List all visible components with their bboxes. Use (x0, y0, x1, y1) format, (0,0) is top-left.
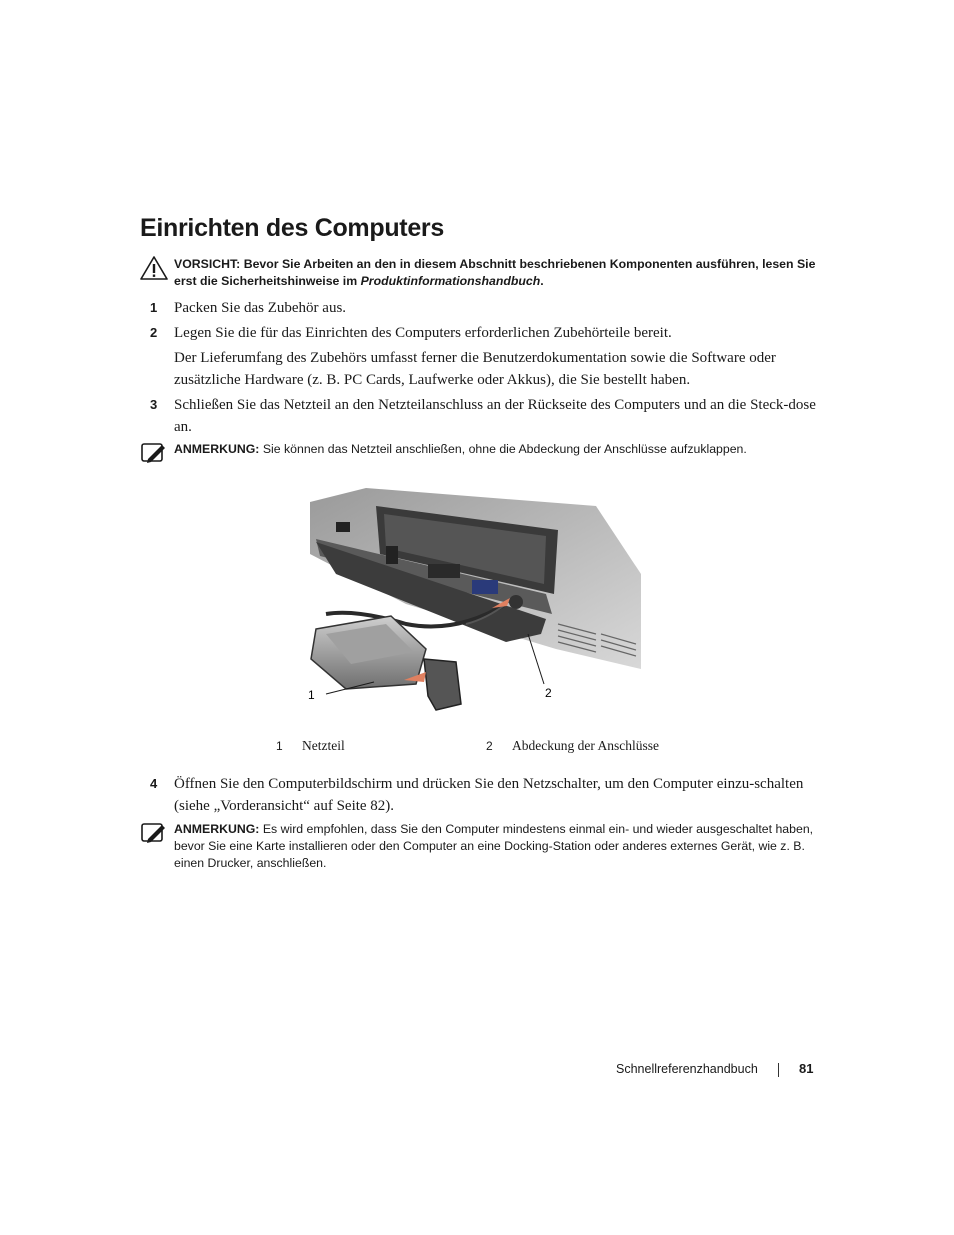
note-pencil-icon (140, 441, 168, 465)
legend-item-2 (486, 738, 659, 754)
caution-notice (140, 256, 820, 290)
power-adapter-illustration (296, 484, 648, 716)
legend-label: Abdeckung der Anschlüsse (512, 738, 659, 753)
step-text: Öffnen Sie den Computerbildschirm und drücken Sie den Netzschalter, um den Computer einzu-schalten (siehe „Vorderansicht“ auf Seite 82). (174, 776, 804, 814)
page-number: 81 (799, 1061, 814, 1076)
step-2-paragraph: Der Lieferumfang des Zubehörs umfasst ferner die Benutzerdokumentation sowie die Software oder zusätzliche Hardware (z. B. PC Cards, Laufwerke oder Akkus), die Sie bestellt haben. (174, 350, 776, 388)
legend-label: Netzteil (302, 738, 345, 753)
note-pencil-icon (140, 821, 168, 845)
warning-triangle-icon (140, 256, 168, 280)
footer-manual-title: Schnellreferenzhandbuch (616, 1062, 758, 1076)
legend-number: 2 (486, 739, 493, 753)
note-text: Sie können das Netzteil anschließen, ohne die Abdeckung der Anschlüsse aufzuklappen. (262, 442, 747, 456)
step-text: Legen Sie die für das Einrichten des Computers erforderlichen Zubehörteile bereit. (174, 325, 672, 341)
callout-2: 2 (545, 686, 552, 700)
caution-label: VORSICHT: (174, 257, 241, 271)
step-1 (150, 297, 820, 319)
step-4 (150, 773, 820, 817)
legend-number: 1 (276, 739, 283, 753)
note-label: ANMERKUNG: (174, 442, 260, 456)
caution-end: . (540, 274, 544, 288)
step-number: 2 (150, 325, 158, 340)
caution-doc-title: Produktinformationshandbuch (360, 274, 541, 288)
page-title: Einrichten des Computers (140, 214, 444, 242)
step-text: Packen Sie das Zubehör aus. (174, 300, 347, 316)
note-1 (140, 441, 820, 458)
step-3 (150, 394, 820, 438)
legend-item-1 (276, 738, 345, 754)
caution-text: Bevor Sie Arbeiten an den in diesem Abschnitt beschriebenen Komponenten ausführen, lesen Sie erst die Sicherheitshinweise im (174, 257, 816, 288)
step-number: 1 (150, 300, 158, 315)
note-2 (140, 821, 820, 872)
step-number: 4 (150, 776, 158, 791)
step-2 (150, 322, 820, 344)
note-text: Es wird empfohlen, dass Sie den Computer mindestens einmal ein- und wieder ausgeschaltet haben, bevor Sie eine Karte installieren oder den Computer an eine Docking-Station oder anderes externes Gerät, wie z. B. einen Drucker, anschließen. (174, 822, 814, 870)
callout-1: 1 (308, 688, 315, 702)
step-text: Schließen Sie das Netzteil an den Netzteilanschluss an der Rückseite des Computers und an die Steck-dose an. (174, 397, 816, 435)
note-label: ANMERKUNG: (174, 822, 260, 836)
footer-divider (778, 1063, 779, 1077)
step-number: 3 (150, 397, 158, 412)
